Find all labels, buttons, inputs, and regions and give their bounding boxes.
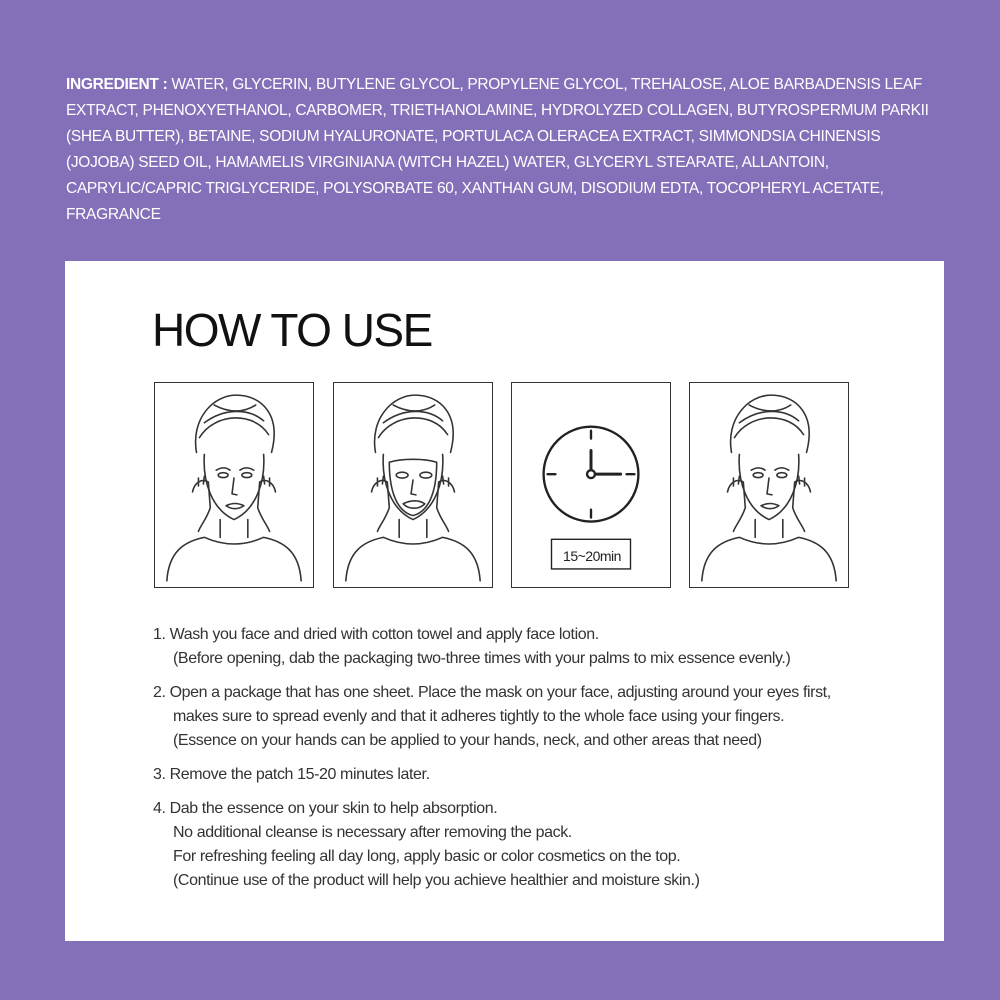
- instruction-step-3: [153, 763, 913, 787]
- step-illustration-4: [689, 382, 849, 588]
- step-text: For refreshing feeling all day long, apply basic or color cosmetics on the top.: [173, 848, 681, 865]
- page-title: HOW TO USE: [152, 304, 432, 356]
- step-text: 3. Remove the patch 15-20 minutes later.: [153, 766, 430, 783]
- instruction-step-1: [153, 623, 913, 671]
- step-text: 1. Wash you face and dried with cotton towel and apply face lotion.: [153, 626, 599, 643]
- step-illustration-1: [154, 382, 314, 588]
- ingredient-list: [66, 72, 946, 228]
- instruction-list: [153, 623, 913, 903]
- step-note: (Before opening, dab the packaging two-three times with your palms to mix essence evenly.): [173, 650, 791, 667]
- step-note: (Essence on your hands can be applied to your hands, neck, and other areas that need): [173, 732, 762, 749]
- step-text: 2. Open a package that has one sheet. Place the mask on your face, adjusting around your eyes first,: [153, 684, 831, 701]
- instruction-step-2: [153, 681, 913, 753]
- step-text: No additional cleanse is necessary after removing the pack.: [173, 824, 572, 841]
- woman-towel-icon: [690, 383, 848, 587]
- step-illustration-2: [333, 382, 493, 588]
- ingredient-text: WATER, GLYCERIN, BUTYLENE GLYCOL, PROPYLENE GLYCOL, TREHALOSE, ALOE BARBADENSIS LEAF EXTRACT, PHENOXYETHANOL, CARBOMER, TRIETHANOLAMINE, HYDROLYZED COLLAGEN, BUTYROSPERMUM PARKII (SHEA BUTTER), BETAINE, SODIUM HYALURONATE, PORTULACA OLERACEA EXTRACT, SIMMONDSIA CHINENSIS (JOJOBA) SEED OIL, HAMAMELIS VIRGINIANA (WITCH HAZEL) WATER, GLYCERYL STEARATE, ALLANTOIN, CAPRYLIC/CAPRIC TRIGLYCERIDE, POLYSORBATE 60, XANTHAN GUM, DISODIUM EDTA, TOCOPHERYL ACETATE, FRAGRANCE: [66, 76, 929, 223]
- step-note: (Continue use of the product will help you achieve healthier and moisture skin.): [173, 872, 700, 889]
- woman-sheet-mask-icon: [334, 383, 492, 587]
- how-to-use-card: [65, 261, 944, 941]
- woman-towel-icon: [155, 383, 313, 587]
- step-text: makes sure to spread evenly and that it adheres tightly to the whole face using your fingers.: [173, 708, 785, 725]
- step-illustration-3: [511, 382, 671, 588]
- instruction-step-4: [153, 797, 913, 893]
- timer-label: 15~20min: [563, 548, 621, 564]
- ingredient-label: INGREDIENT :: [66, 76, 168, 93]
- step-text: 4. Dab the essence on your skin to help absorption.: [153, 800, 498, 817]
